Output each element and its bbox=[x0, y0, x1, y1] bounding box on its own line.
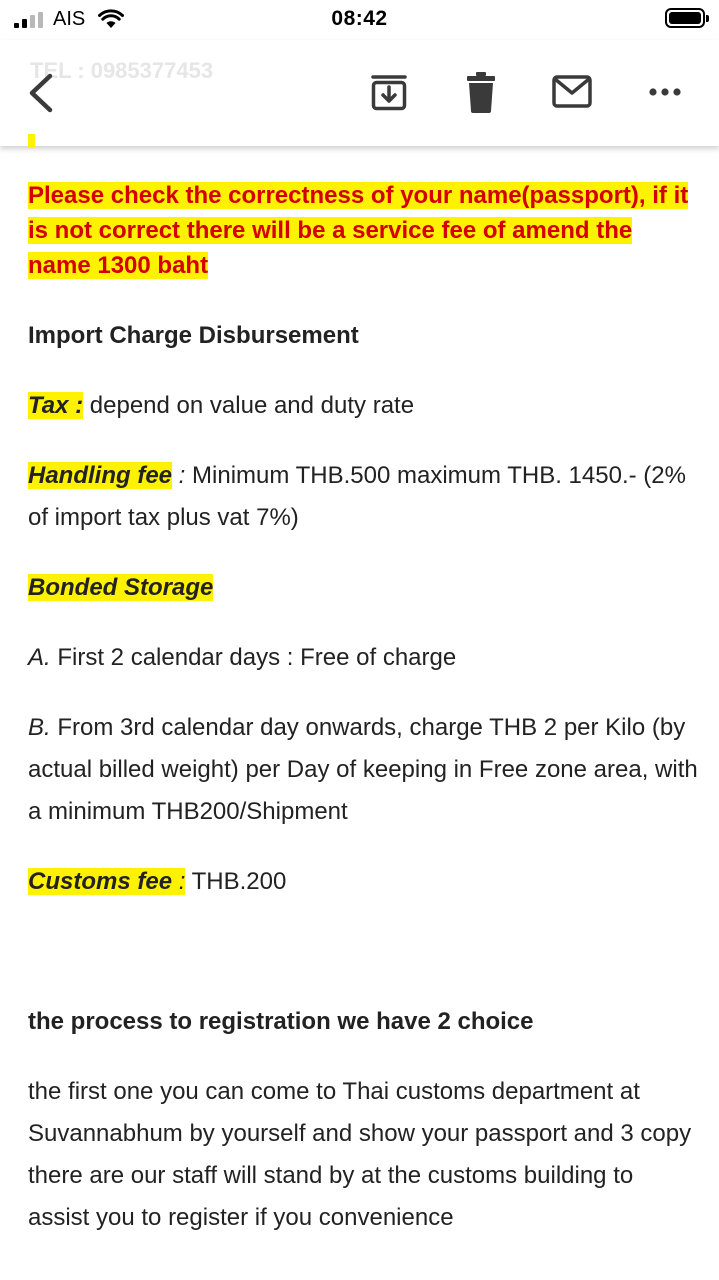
bonded-storage-line bbox=[28, 567, 698, 609]
process-text: the first one you can come to Thai customs department at Suvannabhum by yourself and show your passport and 3 copy there are our staff will stand by at the customs building to assist you to register if you convenience bbox=[28, 1078, 692, 1231]
item-a-text: First 2 calendar days : Free of charge bbox=[50, 644, 457, 671]
mail-icon[interactable] bbox=[550, 70, 594, 114]
tax-label: Tax : bbox=[28, 392, 84, 419]
highlight-remnant bbox=[28, 134, 35, 148]
warning-text: Please check the correctness of your name(passport), if it is not correct there will be a service fee of amend the name 1300 baht bbox=[28, 182, 689, 279]
item-a-label: A. bbox=[28, 644, 51, 671]
item-b-text: From 3rd calendar day onwards, charge THB 2 per Kilo (by actual billed weight) per Day of keeping in Free zone area, with a minimum THB200/Shipment bbox=[28, 714, 698, 825]
status-time: 08:42 bbox=[331, 7, 388, 30]
trash-icon[interactable] bbox=[459, 70, 503, 114]
import-charge-heading: Import Charge Disbursement bbox=[28, 322, 359, 349]
handling-fee-line bbox=[28, 455, 698, 539]
passport-warning bbox=[28, 178, 698, 283]
archive-icon[interactable] bbox=[367, 70, 411, 114]
tax-text: depend on value and duty rate bbox=[83, 392, 415, 419]
customs-fee-line bbox=[28, 861, 698, 903]
process-heading: the process to registration we have 2 choice bbox=[28, 1008, 534, 1035]
email-toolbar bbox=[0, 40, 719, 146]
customs-fee-text: THB.200 bbox=[185, 868, 287, 895]
carrier-name: AIS bbox=[53, 8, 86, 30]
item-a-line bbox=[28, 637, 698, 679]
handling-fee-label: Handling fee bbox=[28, 462, 173, 489]
customs-fee-separator: : bbox=[172, 868, 186, 895]
bonded-storage-label: Bonded Storage bbox=[28, 574, 214, 601]
item-b-line bbox=[28, 707, 698, 833]
status-bar bbox=[0, 0, 719, 40]
item-b-label: B. bbox=[28, 714, 51, 741]
handling-fee-text: Minimum THB.500 maximum THB. 1450.- (2% of import tax plus vat 7%) bbox=[28, 462, 686, 531]
scrolled-phone-text: TEL : 0985377453 bbox=[30, 58, 214, 83]
tax-line bbox=[28, 385, 698, 427]
battery-icon bbox=[665, 8, 705, 28]
more-icon[interactable] bbox=[644, 70, 688, 114]
customs-fee-label: Customs fee bbox=[28, 868, 173, 895]
email-body bbox=[28, 178, 698, 1239]
handling-fee-separator: : bbox=[172, 462, 186, 489]
back-chevron-icon[interactable] bbox=[22, 68, 62, 118]
